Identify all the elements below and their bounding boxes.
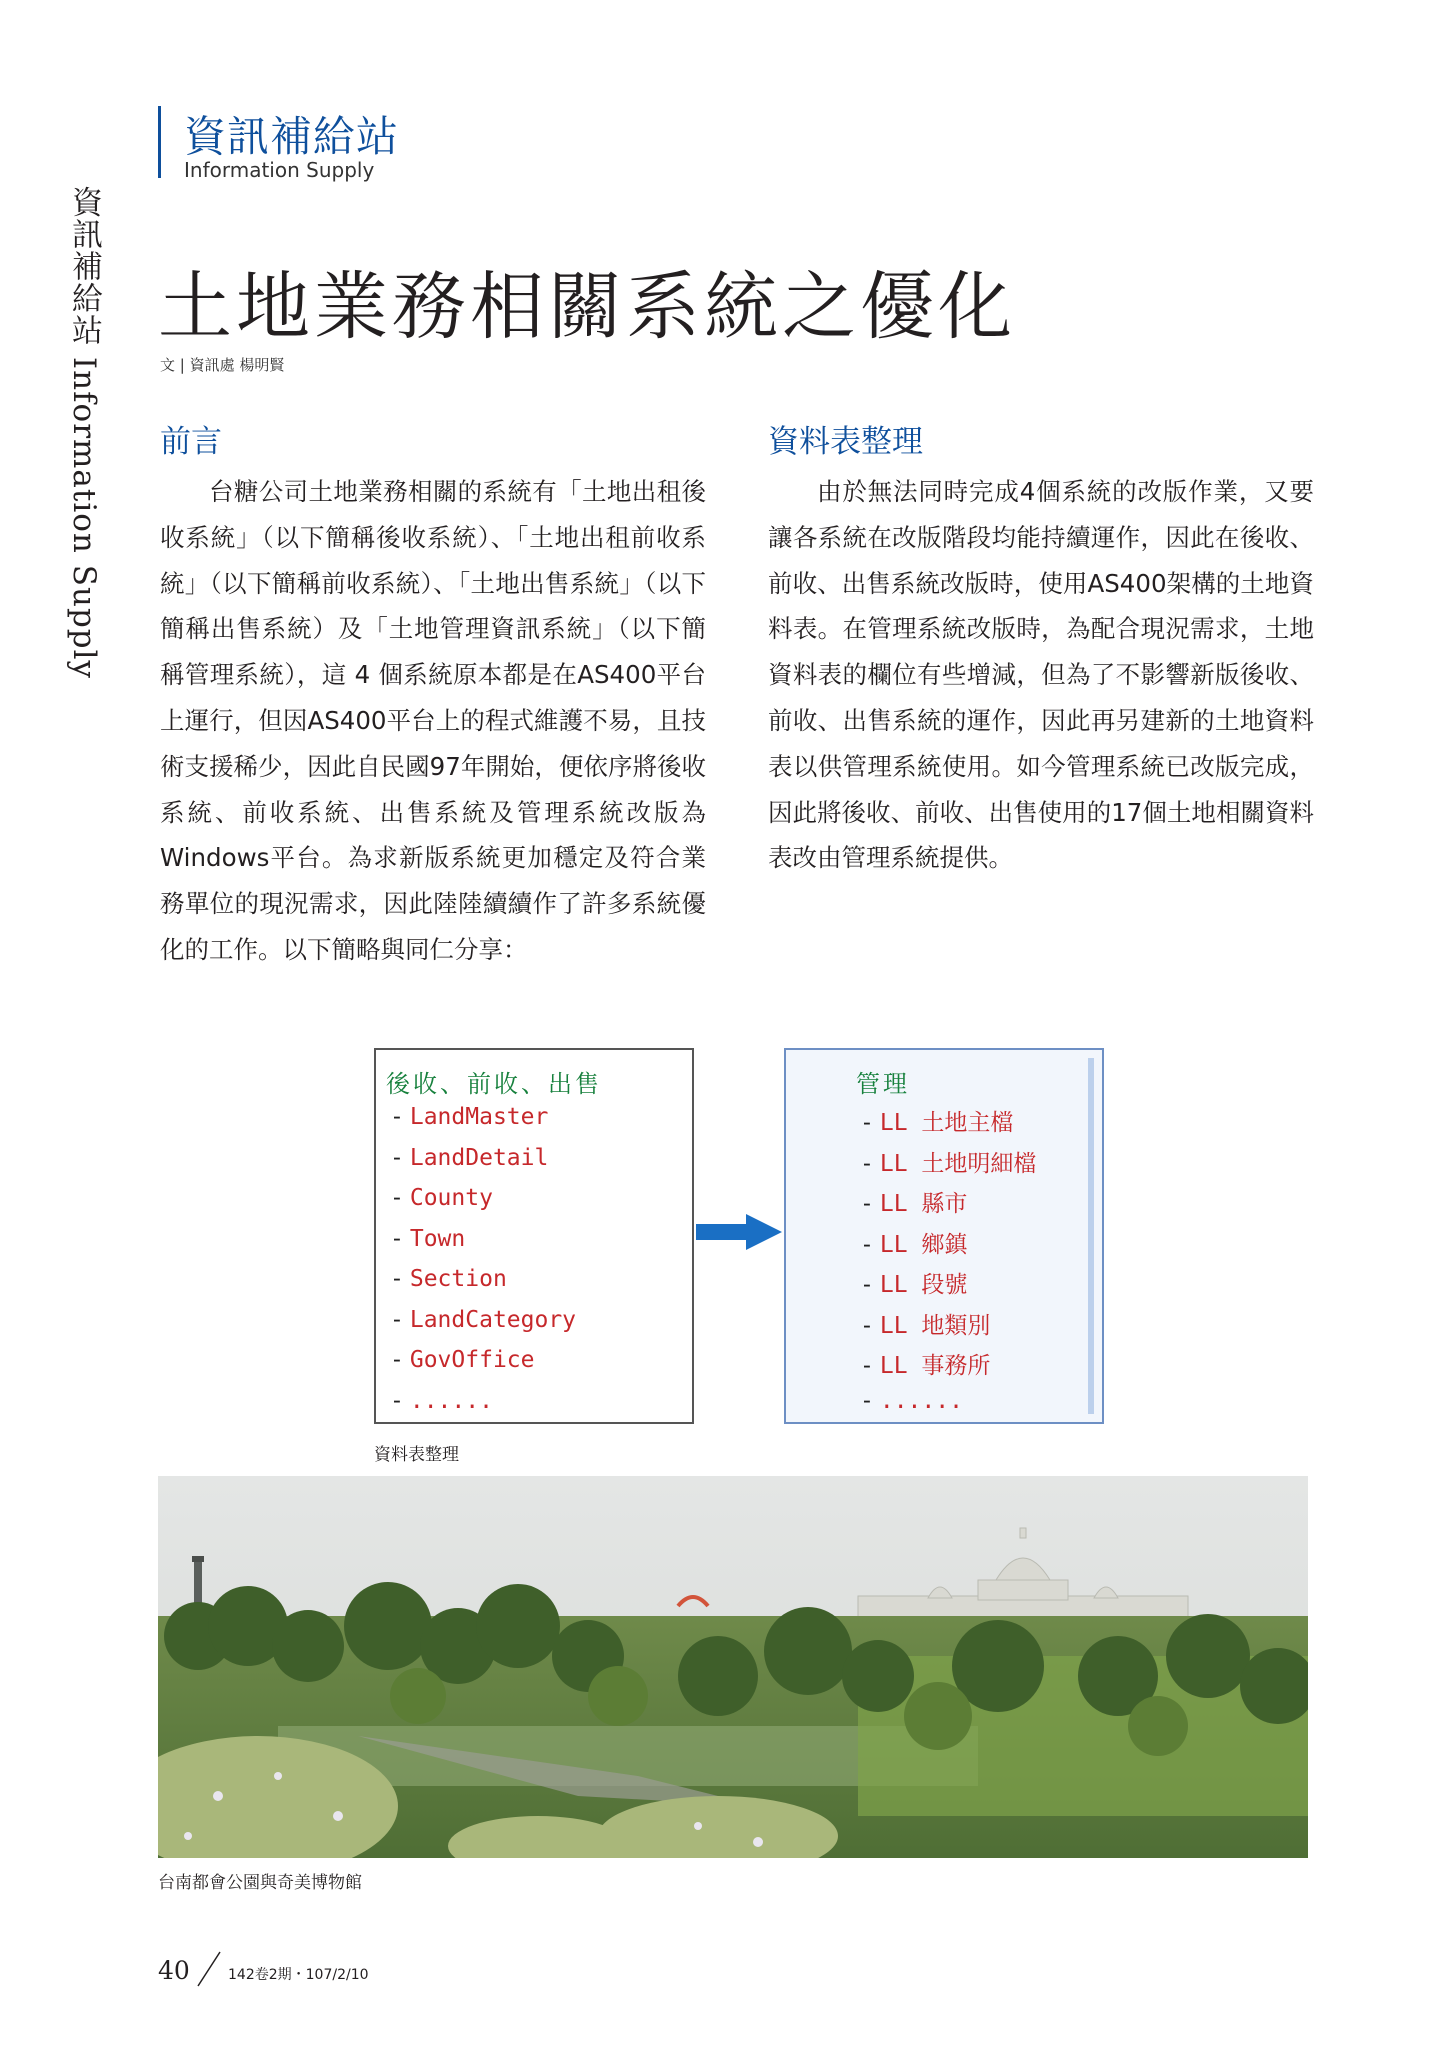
section-accent-bar xyxy=(158,106,161,178)
list-item: - LL 土地主檔 xyxy=(860,1110,1014,1136)
list-item: - LL 縣市 xyxy=(860,1191,968,1217)
new-tables-box xyxy=(784,1048,1104,1424)
list-item: - LL 事務所 xyxy=(860,1353,991,1379)
right-arrow-icon xyxy=(696,1212,782,1252)
list-item: - Town xyxy=(390,1225,466,1252)
list-item: - LL 段號 xyxy=(860,1272,968,1298)
list-item: - LandMaster xyxy=(390,1104,549,1130)
preface-heading: 前言 xyxy=(160,424,222,460)
list-item: - ...... xyxy=(860,1387,963,1414)
section-title-en: Information Supply xyxy=(184,158,375,182)
page-footer xyxy=(158,1950,558,1990)
list-item: - LandCategory xyxy=(390,1306,577,1333)
old-tables-box xyxy=(374,1048,694,1424)
article-byline: 文 | 資訊處 楊明賢 xyxy=(160,356,285,374)
figure-caption: 資料表整理 xyxy=(374,1445,459,1465)
slash-divider-icon xyxy=(196,1950,222,1988)
left-column xyxy=(160,416,706,973)
park-museum-photo xyxy=(158,1476,1308,1858)
preface-body: 台糖公司土地業務相關的系統有「土地出租後收系統」（以下簡稱後收系統）、「土地出租前收系統」（以下簡稱前收系統）、「土地出售系統」（以下簡稱出售系統）及「土地管理資訊系統」（以下簡稱管理系統），這 4 個系統原本都是在AS400平台上運行，但因AS400平台上的程式維護不易，且技術支援稀少，因此自民國97年開始，便依序將後收系統、前收系統、出售系統及管理系統改版為Windows平台。為求新版系統更加穩定及符合業務單位的現況需求，因此陸陸續續作了許多系統優化的工作。以下簡略與同仁分享： xyxy=(160,477,706,964)
list-item: - Section xyxy=(390,1266,507,1292)
list-item: - LL 地類別 xyxy=(860,1312,991,1339)
list-item: - LandDetail xyxy=(390,1144,549,1171)
right-column xyxy=(768,416,1314,881)
new-tables-list xyxy=(860,1104,1036,1428)
table-mapping-figure xyxy=(374,1048,1104,1448)
box-shade-strip xyxy=(1088,1058,1094,1414)
list-item: - LL 土地明細檔 xyxy=(860,1150,1037,1177)
vertical-section-title: 資訊補給站 Information Supply xyxy=(66,186,102,680)
photo-caption: 台南都會公園與奇美博物館 xyxy=(158,1873,362,1893)
article-title: 土地業務相關系統之優化 xyxy=(158,264,1016,350)
list-item: - County xyxy=(390,1185,493,1211)
list-item: - LL 鄉鎮 xyxy=(860,1231,968,1258)
list-item: - GovOffice xyxy=(390,1347,535,1373)
page-number: 40 xyxy=(158,1956,190,1985)
old-tables-heading: 後收、前收、出售 xyxy=(386,1070,602,1098)
list-item: - ...... xyxy=(390,1387,493,1414)
table-cleanup-heading: 資料表整理 xyxy=(768,424,923,460)
table-cleanup-body: 由於無法同時完成4個系統的改版作業，又要讓各系統在改版階段均能持續運作，因此在後收、前收、出售系統改版時，使用AS400架構的土地資料表。在管理系統改版時，為配合現況需求，土地資料表的欄位有些增減，但為了不影響新版後收、前收、出售系統的運作，因此再另建新的土地資料表以供管理系統使用。如今管理系統已改版完成，因此將後收、前收、出售使用的17個土地相關資料表改由管理系統提供。 xyxy=(768,477,1314,873)
issue-info: 142卷2期・107/2/10 xyxy=(228,1967,369,1983)
section-title-zh: 資訊補給站 xyxy=(184,112,400,161)
new-tables-heading: 管理 xyxy=(856,1070,910,1098)
old-tables-list xyxy=(390,1104,576,1428)
